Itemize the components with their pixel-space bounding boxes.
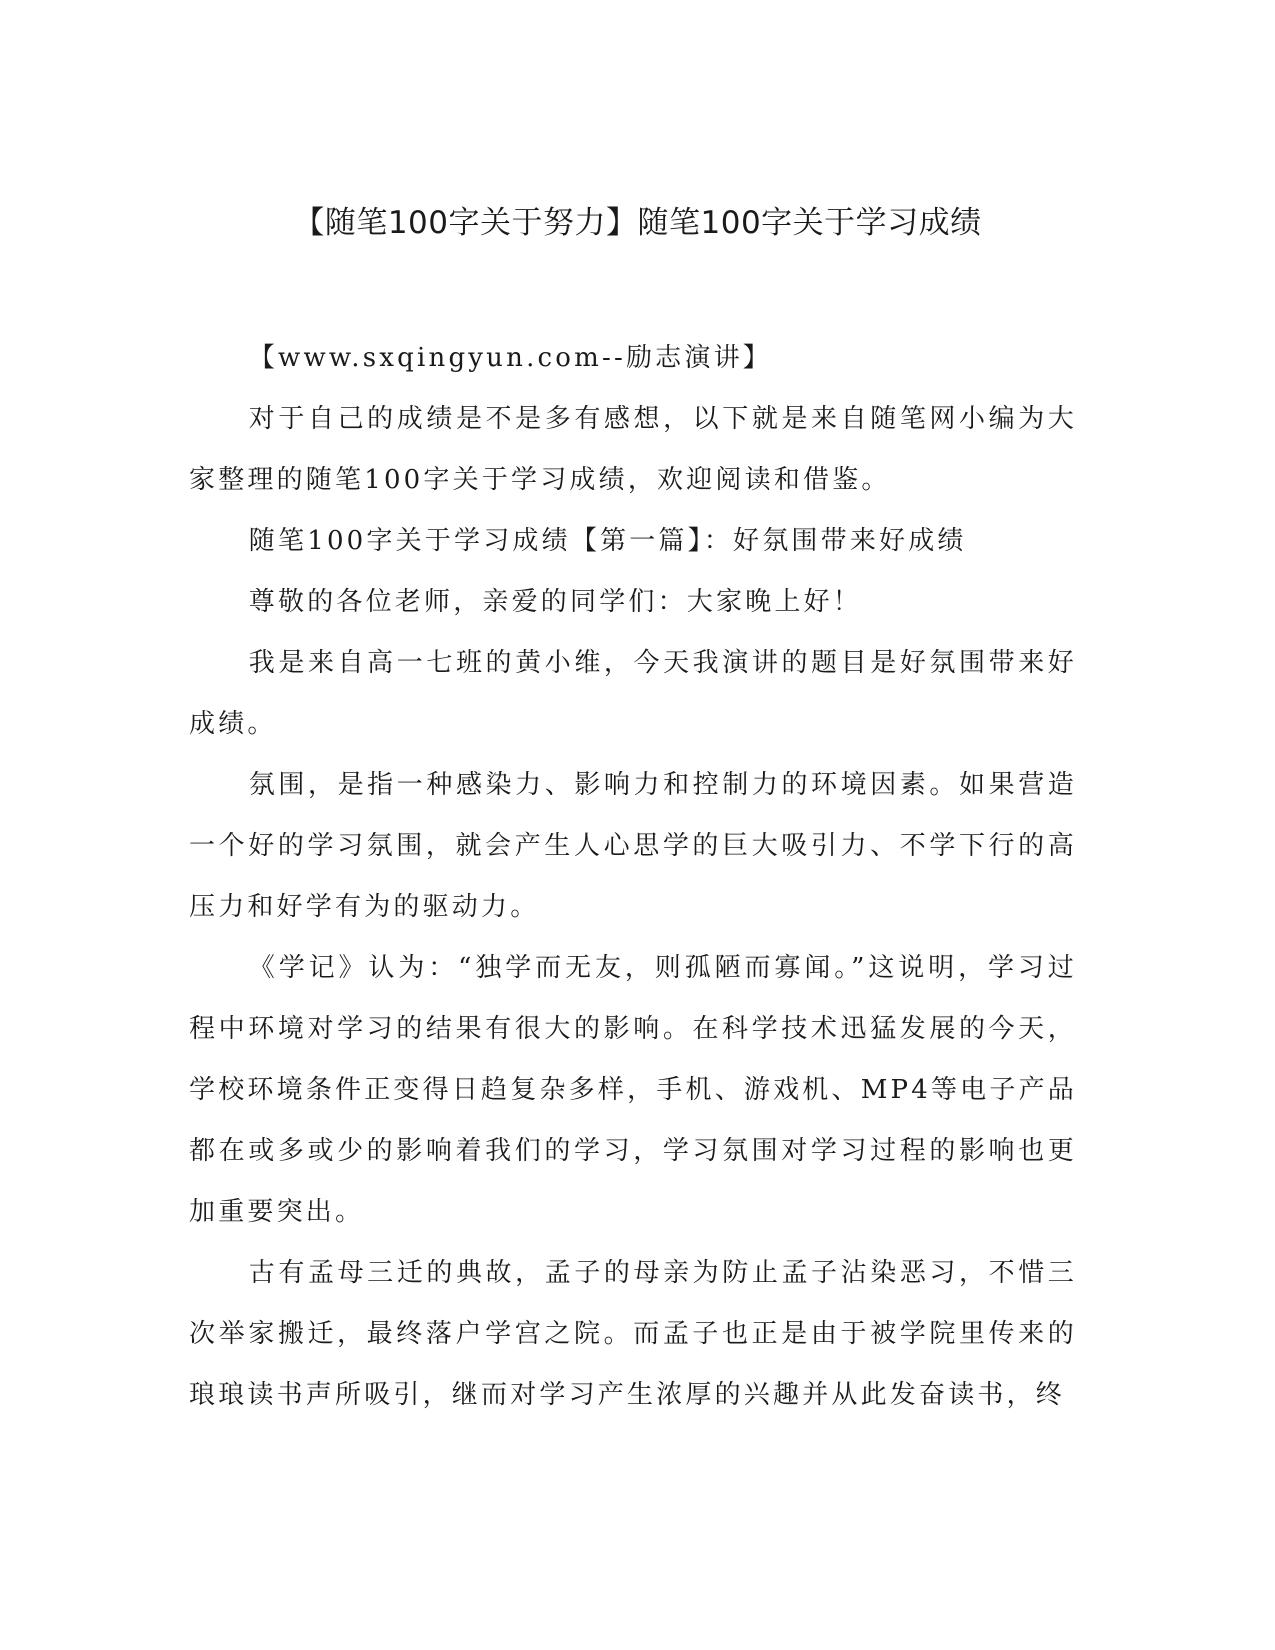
page-title: 【随笔100字关于努力】随笔100字关于学习成绩	[293, 205, 982, 241]
source-line: 【www.sxqingyun.com--励志演讲】	[248, 343, 772, 373]
body-paragraph: 我是来自高一七班的黄小维，今天我演讲的题目是好氛围带来好成绩。	[189, 648, 1077, 739]
document-body	[189, 328, 1077, 1426]
greeting-paragraph: 尊敬的各位老师，亲爱的同学们：大家晚上好！	[248, 587, 862, 617]
intro-paragraph: 对于自己的成绩是不是多有感想，以下就是来自随笔网小编为大家整理的随笔100字关于学习成绩，欢迎阅读和借鉴。	[189, 404, 1077, 495]
body-paragraph: 氛围，是指一种感染力、影响力和控制力的环境因素。如果营造一个好的学习氛围，就会产生人心思学的巨大吸引力、不学下行的高压力和好学有为的驱动力。	[189, 770, 1077, 922]
section-heading: 随笔100字关于学习成绩【第一篇】：好氛围带来好成绩	[248, 526, 967, 556]
body-paragraph: 《学记》认为：“独学而无友，则孤陋而寡闻。”这说明，学习过程中环境对学习的结果有很大的影响。在科学技术迅猛发展的今天，学校环境条件正变得日趋复杂多样，手机、游戏机、MP4等电子产品都在或多或少的影响着我们的学习，学习氛围对学习过程的影响也更加重要突出。	[189, 953, 1077, 1227]
body-paragraph: 古有孟母三迁的典故，孟子的母亲为防止孟子沾染恶习，不惜三次举家搬迁，最终落户学宫之院。而孟子也正是由于被学院里传来的琅琅读书声所吸引，继而对学习产生浓厚的兴趣并从此发奋读书，终	[189, 1258, 1077, 1410]
